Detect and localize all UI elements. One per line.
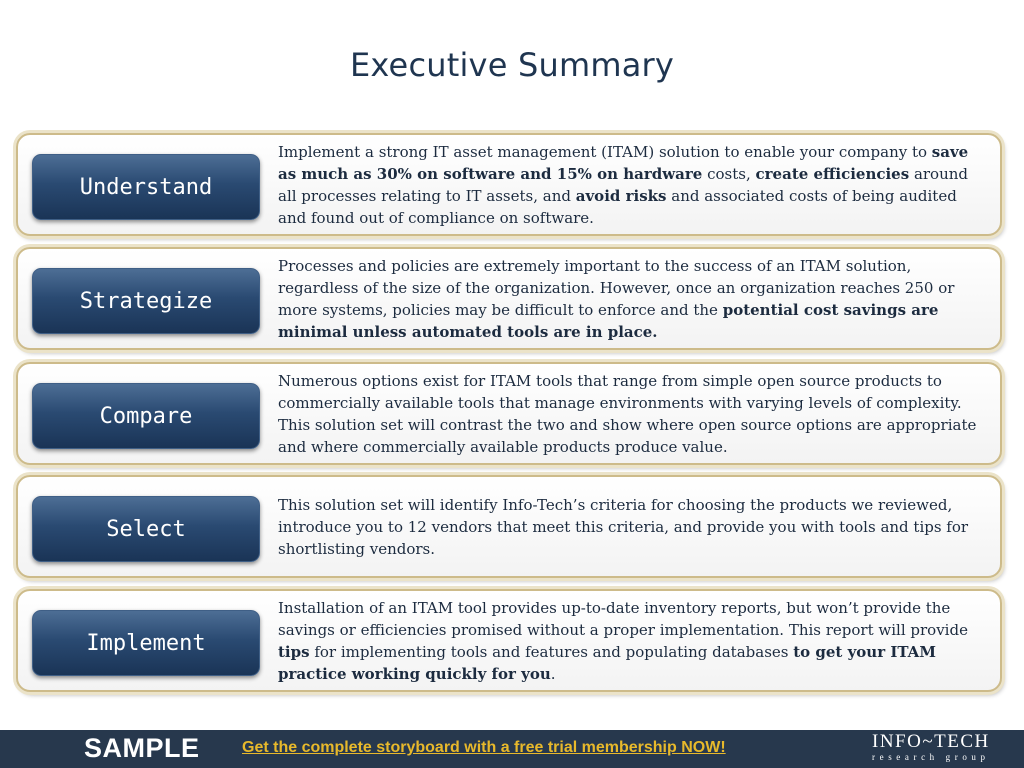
trial-membership-link[interactable]: Get the complete storyboard with a free trial membership NOW! (242, 739, 726, 756)
body-text: costs, (702, 164, 756, 183)
summary-row-implement (16, 589, 1002, 692)
step-description (278, 141, 988, 228)
description-paragraph (278, 255, 988, 343)
step-button-select: Select (32, 496, 260, 562)
step-description (278, 483, 988, 570)
emphasis-text: potential cost savings are minimal unless automated tools are in place. (278, 300, 939, 341)
logo-main-text: INFO~TECH (872, 731, 990, 752)
body-text: Processes and policies are extremely important to the success of an ITAM solution, regardless of the size of the organization. However, once an organization reaches 250 or more systems, policies may be difficult to enforce and the (278, 256, 955, 319)
emphasis-text: create efficiencies (755, 164, 910, 183)
summary-row-understand (16, 133, 1002, 236)
logo-sub-text: research group (872, 752, 990, 762)
emphasis-text: to get your ITAM practice working quickly for you (278, 642, 936, 683)
step-button-understand: Understand (32, 154, 260, 220)
body-text: This solution set will identify Info-Tech’s criteria for choosing the products we reviewed, introduce you to 12 vendors that meet this criteria, and provide you with tools and tips for shortlisting vendors. (278, 495, 969, 558)
body-text: and associated costs of being audited and found out of compliance on software. (278, 186, 957, 227)
description-paragraph (278, 141, 988, 229)
sample-label: SAMPLE (84, 733, 200, 763)
body-text: Installation of an ITAM tool provides up-to-date inventory reports, but won’t provide the savings or efficiencies promised without a proper implementation. This report will provide (278, 598, 968, 639)
summary-row-compare (16, 362, 1002, 465)
step-description (278, 255, 988, 342)
page-title: Executive Summary (349, 46, 674, 84)
summary-row-strategize (16, 247, 1002, 350)
emphasis-text: avoid risks (575, 186, 667, 205)
info-tech-logo (872, 732, 1000, 766)
description-paragraph (278, 370, 988, 458)
step-button-compare: Compare (32, 383, 260, 449)
emphasis-text: tips (278, 642, 310, 661)
description-paragraph (278, 494, 988, 560)
step-button-strategize: Strategize (32, 268, 260, 334)
body-text: for implementing tools and features and populating databases (309, 642, 794, 661)
summary-row-select (16, 475, 1002, 578)
footer-banner (0, 730, 1024, 768)
step-description (278, 370, 988, 457)
body-text: Implement a strong IT asset management (ITAM) solution to enable your company to (278, 142, 932, 161)
emphasis-text: save as much as 30% on software and 15% on hardware (278, 142, 969, 183)
step-description (278, 597, 988, 684)
description-paragraph (278, 597, 988, 685)
body-text: Numerous options exist for ITAM tools that range from simple open source products to commercially available tools that manage environments with varying levels of complexity. This solution set will contrast the two and show where open source options are appropriate and where commercially available products produce value. (278, 371, 977, 456)
body-text: around all processes relating to IT assets, and (278, 164, 969, 205)
body-text: . (550, 664, 556, 683)
step-button-implement: Implement (32, 610, 260, 676)
